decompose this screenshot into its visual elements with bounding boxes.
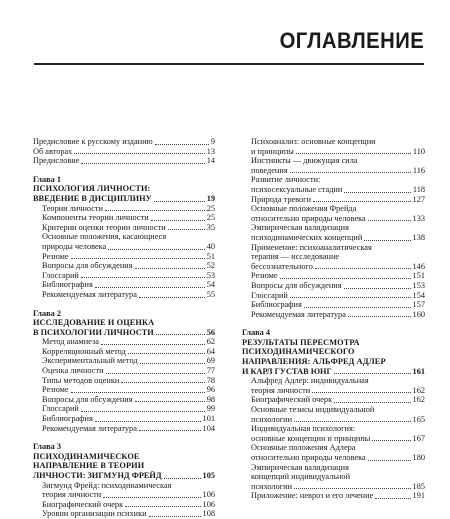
toc-entry-line: Инстинкты — движущая сила [251, 156, 358, 166]
toc-entry-line: Основные тезисы индивидуальной [251, 405, 375, 415]
toc-entry-text: Рекомендуемая литература [42, 289, 137, 299]
toc-page-number: 55 [206, 289, 215, 299]
toc-dot-leader [294, 488, 411, 489]
chapter-title-line: НАПРАВЛЕНИЯ: АЛЬФРЕД АДЛЕР [242, 357, 386, 367]
toc-dot-leader [101, 344, 205, 345]
toc-entry-wrap [242, 443, 425, 453]
toc-entry [33, 366, 215, 376]
toc-entry [33, 204, 215, 214]
toc-dot-leader [81, 411, 205, 412]
spacer [242, 319, 425, 328]
toc-entry-wrap [242, 137, 425, 147]
toc-entry-wrap [242, 204, 425, 214]
toc-left-column [33, 137, 215, 519]
toc-page-number: 53 [206, 270, 215, 280]
toc-entry [242, 147, 425, 157]
chapter-title-line: ПСИХОЛОГИЯ ЛИЧНОСТИ: [33, 184, 151, 194]
toc-entry [33, 395, 215, 405]
toc-entry-line: Индивидуальная психология: [251, 424, 356, 434]
toc-entry [242, 271, 425, 281]
toc-entry-text: концепций индивидуальной [251, 472, 351, 482]
toc-dot-leader [313, 201, 411, 202]
toc-entry-text: Вопросы для обсуждения [42, 261, 133, 271]
toc-entry [242, 233, 425, 243]
toc-dot-leader [135, 401, 205, 402]
toc-dot-leader [164, 478, 201, 479]
toc-entry-text: Рекомендуемая литература [42, 423, 137, 433]
toc-page-number: 157 [412, 300, 425, 310]
toc-entry-text: Предисловие к русскому изданию [33, 137, 153, 146]
toc-entry-text: Об авторах [33, 146, 73, 156]
toc-entry-text: Библиография [251, 300, 302, 310]
chapter-title-line: РЕЗУЛЬТАТЫ ПЕРЕСМОТРА [242, 337, 360, 347]
toc-dot-leader [81, 163, 204, 164]
spacer [33, 166, 215, 175]
toc-dot-leader [315, 268, 411, 269]
toc-entry [33, 223, 215, 233]
toc-entry-text: ВВЕДЕНИЕ В ДИСЦИПЛИНУ [33, 193, 152, 203]
toc-entry [33, 500, 215, 510]
toc-entry-text: Биографический очерк [251, 395, 333, 405]
toc-entry-line: Применение: психоаналитическая [251, 242, 372, 252]
toc-dot-leader [344, 192, 411, 193]
toc-entry-text: бессознательного [251, 261, 313, 271]
toc-entry [33, 509, 215, 519]
toc-page-number: 52 [206, 261, 215, 271]
toc-entry-line: Психоанализ: основные концепции [251, 137, 376, 146]
toc-dot-leader [304, 307, 411, 308]
toc-page-number: 185 [412, 481, 425, 491]
toc-entry-text: Биографический очерк [42, 499, 124, 509]
toc-dot-leader [95, 287, 205, 288]
toc-entry-wrap [242, 243, 425, 262]
toc-page-number: 161 [412, 366, 425, 376]
toc-dot-leader [372, 440, 410, 441]
toc-entry-text: Библиография [42, 414, 93, 424]
toc-entry-text: Теории личности [42, 203, 103, 213]
chapter-4-label: Глава 4 [242, 328, 270, 338]
toc-dot-leader [140, 363, 205, 364]
toc-page-number: 98 [206, 394, 215, 404]
toc-dot-leader [312, 392, 410, 393]
toc-entry-text: природы человека [42, 241, 107, 251]
toc-entry [242, 434, 425, 444]
toc-dot-leader [74, 153, 204, 154]
toc-page-number: 40 [206, 241, 215, 251]
toc-entry [33, 490, 215, 500]
toc-entry [242, 395, 425, 405]
toc-entry-text: Компоненты теории личности [42, 213, 149, 223]
toc-dot-leader [168, 229, 205, 230]
toc-entry [242, 166, 425, 176]
toc-entry [33, 471, 215, 481]
toc-dot-leader [128, 353, 205, 354]
toc-page-number: 110 [412, 146, 425, 156]
toc-dot-leader [106, 373, 205, 374]
toc-entry-text: основные концепции и принципы [251, 433, 371, 443]
toc-entry [33, 252, 215, 262]
toc-entry [33, 213, 215, 223]
toc-entry [33, 147, 215, 157]
toc-dot-leader [375, 498, 410, 499]
toc-dot-leader [105, 210, 205, 211]
toc-entry-line: Основные положения, касающиеся [42, 232, 167, 242]
chapter-title-line: ИССЛЕДОВАНИЕ И ОЦЕНКА [33, 318, 155, 328]
toc-dot-leader [71, 258, 205, 259]
toc-dot-leader [103, 497, 200, 498]
toc-entry-line: Развитие личности: [251, 175, 321, 185]
toc-page-number: 160 [412, 309, 425, 319]
toc-entry-text: ЛИЧНОСТИ: ЗИГМУНД ФРЕЙД [33, 471, 162, 480]
toc-entry [242, 300, 425, 310]
toc-entry [33, 356, 215, 366]
toc-page-number: 165 [412, 414, 425, 424]
toc-entry-line: Альфред Адлер: индивидуальная [251, 376, 369, 386]
chapter-4-title [242, 338, 425, 367]
toc-entry-text: психодинамических концепций [251, 232, 363, 242]
toc-entry-text: Глоссарий [42, 270, 79, 280]
toc-entry-text: Вопросы для обсуждения [251, 280, 342, 290]
toc-entry [242, 472, 425, 482]
toc-entry [33, 404, 215, 414]
toc-dot-leader [334, 402, 410, 403]
toc-dot-leader [149, 516, 201, 517]
toc-dot-leader [368, 460, 411, 461]
toc-dot-leader [290, 297, 411, 298]
toc-dot-leader [334, 373, 411, 374]
toc-entry [242, 281, 425, 291]
toc-entry-line: Зигмунд Фрейд: психодинамическая [42, 480, 172, 490]
toc-entry-text: Уровни организации психики [42, 509, 147, 519]
toc-page-number: 96 [206, 385, 215, 395]
toc-entry [33, 376, 215, 386]
toc-entry [242, 453, 425, 463]
chapter-2-title [33, 318, 215, 328]
toc-entry-text: Оценка личности [42, 366, 104, 376]
toc-page-number: 191 [412, 491, 425, 501]
toc-entry [33, 242, 215, 252]
toc-dot-leader [121, 382, 204, 383]
toc-page-number: 133 [412, 213, 425, 223]
toc-entry-line: Эмпирическая валидизация [251, 223, 349, 233]
toc-entry-line: Эмпирическая валидизация [251, 462, 349, 472]
toc-entry-text: Типы методов оценки [42, 375, 120, 385]
title-rule [34, 63, 424, 65]
toc-entry-wrap [242, 463, 425, 473]
toc-dot-leader [368, 220, 411, 221]
toc-entry-text: И КАРЛ ГУСТАВ ЮНГ [242, 366, 332, 376]
toc-entry [242, 310, 425, 320]
chapter-title-line: ПСИХОДИНАМИЧЕСКОЕ [33, 451, 140, 461]
toc-entry [33, 328, 215, 338]
toc-entry-text: Природа тревоги [251, 194, 312, 204]
toc-entry [242, 291, 425, 301]
toc-entry [242, 262, 425, 272]
toc-dot-leader [108, 249, 204, 250]
toc-page-number: 69 [206, 356, 215, 366]
toc-dot-leader [348, 316, 411, 317]
toc-page-number: 105 [202, 471, 215, 480]
toc-page-number: 51 [206, 251, 215, 261]
toc-page-number: 14 [206, 156, 215, 166]
toc-entry-text: психологии [251, 414, 293, 424]
toc-entry-text: Глоссарий [251, 290, 288, 300]
toc-dot-leader [139, 297, 205, 298]
chapter-3-title [33, 452, 215, 471]
toc-entry-wrap [242, 376, 425, 386]
toc-entry-text: теория личности [251, 385, 311, 395]
toc-page-number: 116 [412, 165, 425, 175]
toc-entry-text: Метод анамнеза [42, 337, 99, 347]
toc-dot-leader [344, 288, 411, 289]
toc-entry-text: психологии [251, 481, 293, 491]
toc-dot-leader [71, 392, 205, 393]
toc-page-number: 77 [206, 366, 215, 376]
toc-dot-leader [135, 268, 205, 269]
toc-entry-text: Предисловие [33, 156, 80, 166]
toc-entry-text: Экспериментальный метод [42, 356, 138, 366]
toc-entry [242, 195, 425, 205]
toc-dot-leader [280, 278, 411, 279]
toc-entry [33, 194, 215, 204]
toc-entry [242, 415, 425, 425]
toc-page-number: 13 [206, 146, 215, 156]
toc-entry-text: Корреляционный метод [42, 346, 126, 356]
toc-entry [33, 385, 215, 395]
chapter-2-label: Глава 2 [33, 308, 61, 318]
toc-page-number: 56 [206, 327, 215, 337]
toc-page-number: 127 [412, 194, 425, 204]
toc-page-number: 104 [202, 423, 215, 433]
toc-entry [242, 214, 425, 224]
toc-entry-wrap [242, 223, 425, 233]
toc-dot-leader [139, 430, 201, 431]
toc-entry-wrap [33, 481, 215, 491]
toc-dot-leader [95, 421, 201, 422]
toc-dot-leader [290, 172, 411, 173]
toc-page-number: 25 [206, 213, 215, 223]
page-title: ОГЛАВЛЕНИЕ [279, 28, 424, 53]
toc-entry-text: теория личности [42, 490, 102, 500]
toc-entry-wrap [33, 232, 215, 242]
toc-entry-line: Основные положения Адлера [251, 443, 356, 453]
toc-entry-text: Вопросы для обсуждения [42, 394, 133, 404]
toc-page-number: 19 [206, 193, 215, 203]
toc-entry-text: психосексуальные стадии [251, 184, 343, 194]
toc-page-number: 162 [412, 385, 425, 395]
toc-entry [242, 491, 425, 501]
toc-dot-leader [364, 240, 410, 241]
toc-entry [33, 424, 215, 434]
toc-page-number: 154 [412, 290, 425, 300]
toc-page-number: 64 [206, 346, 215, 356]
toc-entry [33, 337, 215, 347]
toc-entry [33, 280, 215, 290]
toc-entry-line: Основные положения Фрейда [251, 204, 357, 214]
toc-dot-leader [125, 506, 200, 507]
toc-page-number: 138 [412, 232, 425, 242]
toc-dot-leader [154, 201, 205, 202]
toc-entry-text: Резюме [251, 271, 278, 281]
toc-entry-text: В ПСИХОЛОГИИ ЛИЧНОСТИ [33, 327, 154, 337]
toc-dot-leader [155, 144, 209, 145]
toc-page-number: 151 [412, 271, 425, 281]
toc-entry-wrap [242, 405, 425, 415]
chapter-title-line: ПСИХОДИНАМИЧЕСКОГО [242, 347, 355, 357]
toc-entry-text: поведения [251, 165, 288, 175]
toc-entry-wrap [242, 175, 425, 185]
toc-entry-text: относительно природы человека [251, 453, 366, 462]
toc-entry-text: Критерии оценки теории личности [42, 222, 166, 232]
toc-entry-text: и принципы [251, 146, 294, 156]
toc-entry [242, 482, 425, 492]
toc-page-number: 78 [206, 375, 215, 385]
toc-entry [242, 386, 425, 396]
toc-entry [33, 414, 215, 424]
spacer [33, 433, 215, 442]
toc-page-number: 108 [202, 509, 215, 519]
toc-entry-text: Резюме [42, 251, 69, 261]
toc-entry-text: Глоссарий [42, 404, 79, 414]
toc-entry [33, 347, 215, 357]
toc-page-number: 54 [206, 280, 215, 290]
chapter-1-label: Глава 1 [33, 174, 61, 184]
toc-entry-text: Приложение: невроз и его лечение [251, 491, 374, 501]
toc-entry [242, 367, 425, 377]
toc-dot-leader [151, 220, 205, 221]
toc-page-number: 146 [412, 261, 425, 271]
toc-entry [33, 290, 215, 300]
toc-dot-leader [156, 334, 205, 335]
toc-page-number: 162 [412, 395, 425, 405]
toc-page-number: 167 [412, 433, 425, 443]
toc-entry-wrap [242, 424, 425, 434]
toc-page-number: 101 [202, 414, 215, 424]
toc-entry [33, 156, 215, 166]
toc-page-number: 25 [206, 203, 215, 213]
toc-dot-leader [294, 421, 411, 422]
toc-dot-leader [81, 277, 205, 278]
toc-page-number: 153 [412, 280, 425, 290]
toc-entry-text: Резюме [42, 385, 69, 395]
toc-entry [33, 137, 215, 147]
toc-page-number: 106 [202, 499, 215, 509]
toc-entry [242, 185, 425, 195]
spacer [33, 300, 215, 309]
toc-right-column [242, 137, 425, 501]
toc-page-number: 62 [206, 337, 215, 347]
toc-page-number: 35 [206, 222, 215, 232]
toc-page-number: 106 [202, 490, 215, 500]
toc-entry [33, 271, 215, 281]
toc-entry [33, 261, 215, 271]
chapter-title-line: НАПРАВЛЕНИЕ В ТЕОРИИ [33, 461, 145, 471]
chapter-3-label: Глава 3 [33, 442, 61, 452]
toc-dot-leader [296, 153, 411, 154]
toc-page-number: 99 [206, 404, 215, 414]
toc-page-number: 180 [412, 453, 425, 462]
toc-page-number: 9 [210, 137, 215, 146]
chapter-1-title [33, 184, 215, 194]
toc-entry-line: терапия — исследование [251, 252, 340, 262]
toc-entry-text: Рекомендуемая литература [251, 309, 346, 319]
toc-entry-wrap [242, 156, 425, 166]
toc-entry-text: Библиография [42, 280, 93, 290]
toc-entry-text: относительно природы человека [251, 213, 366, 223]
toc-page-number: 118 [412, 184, 425, 194]
